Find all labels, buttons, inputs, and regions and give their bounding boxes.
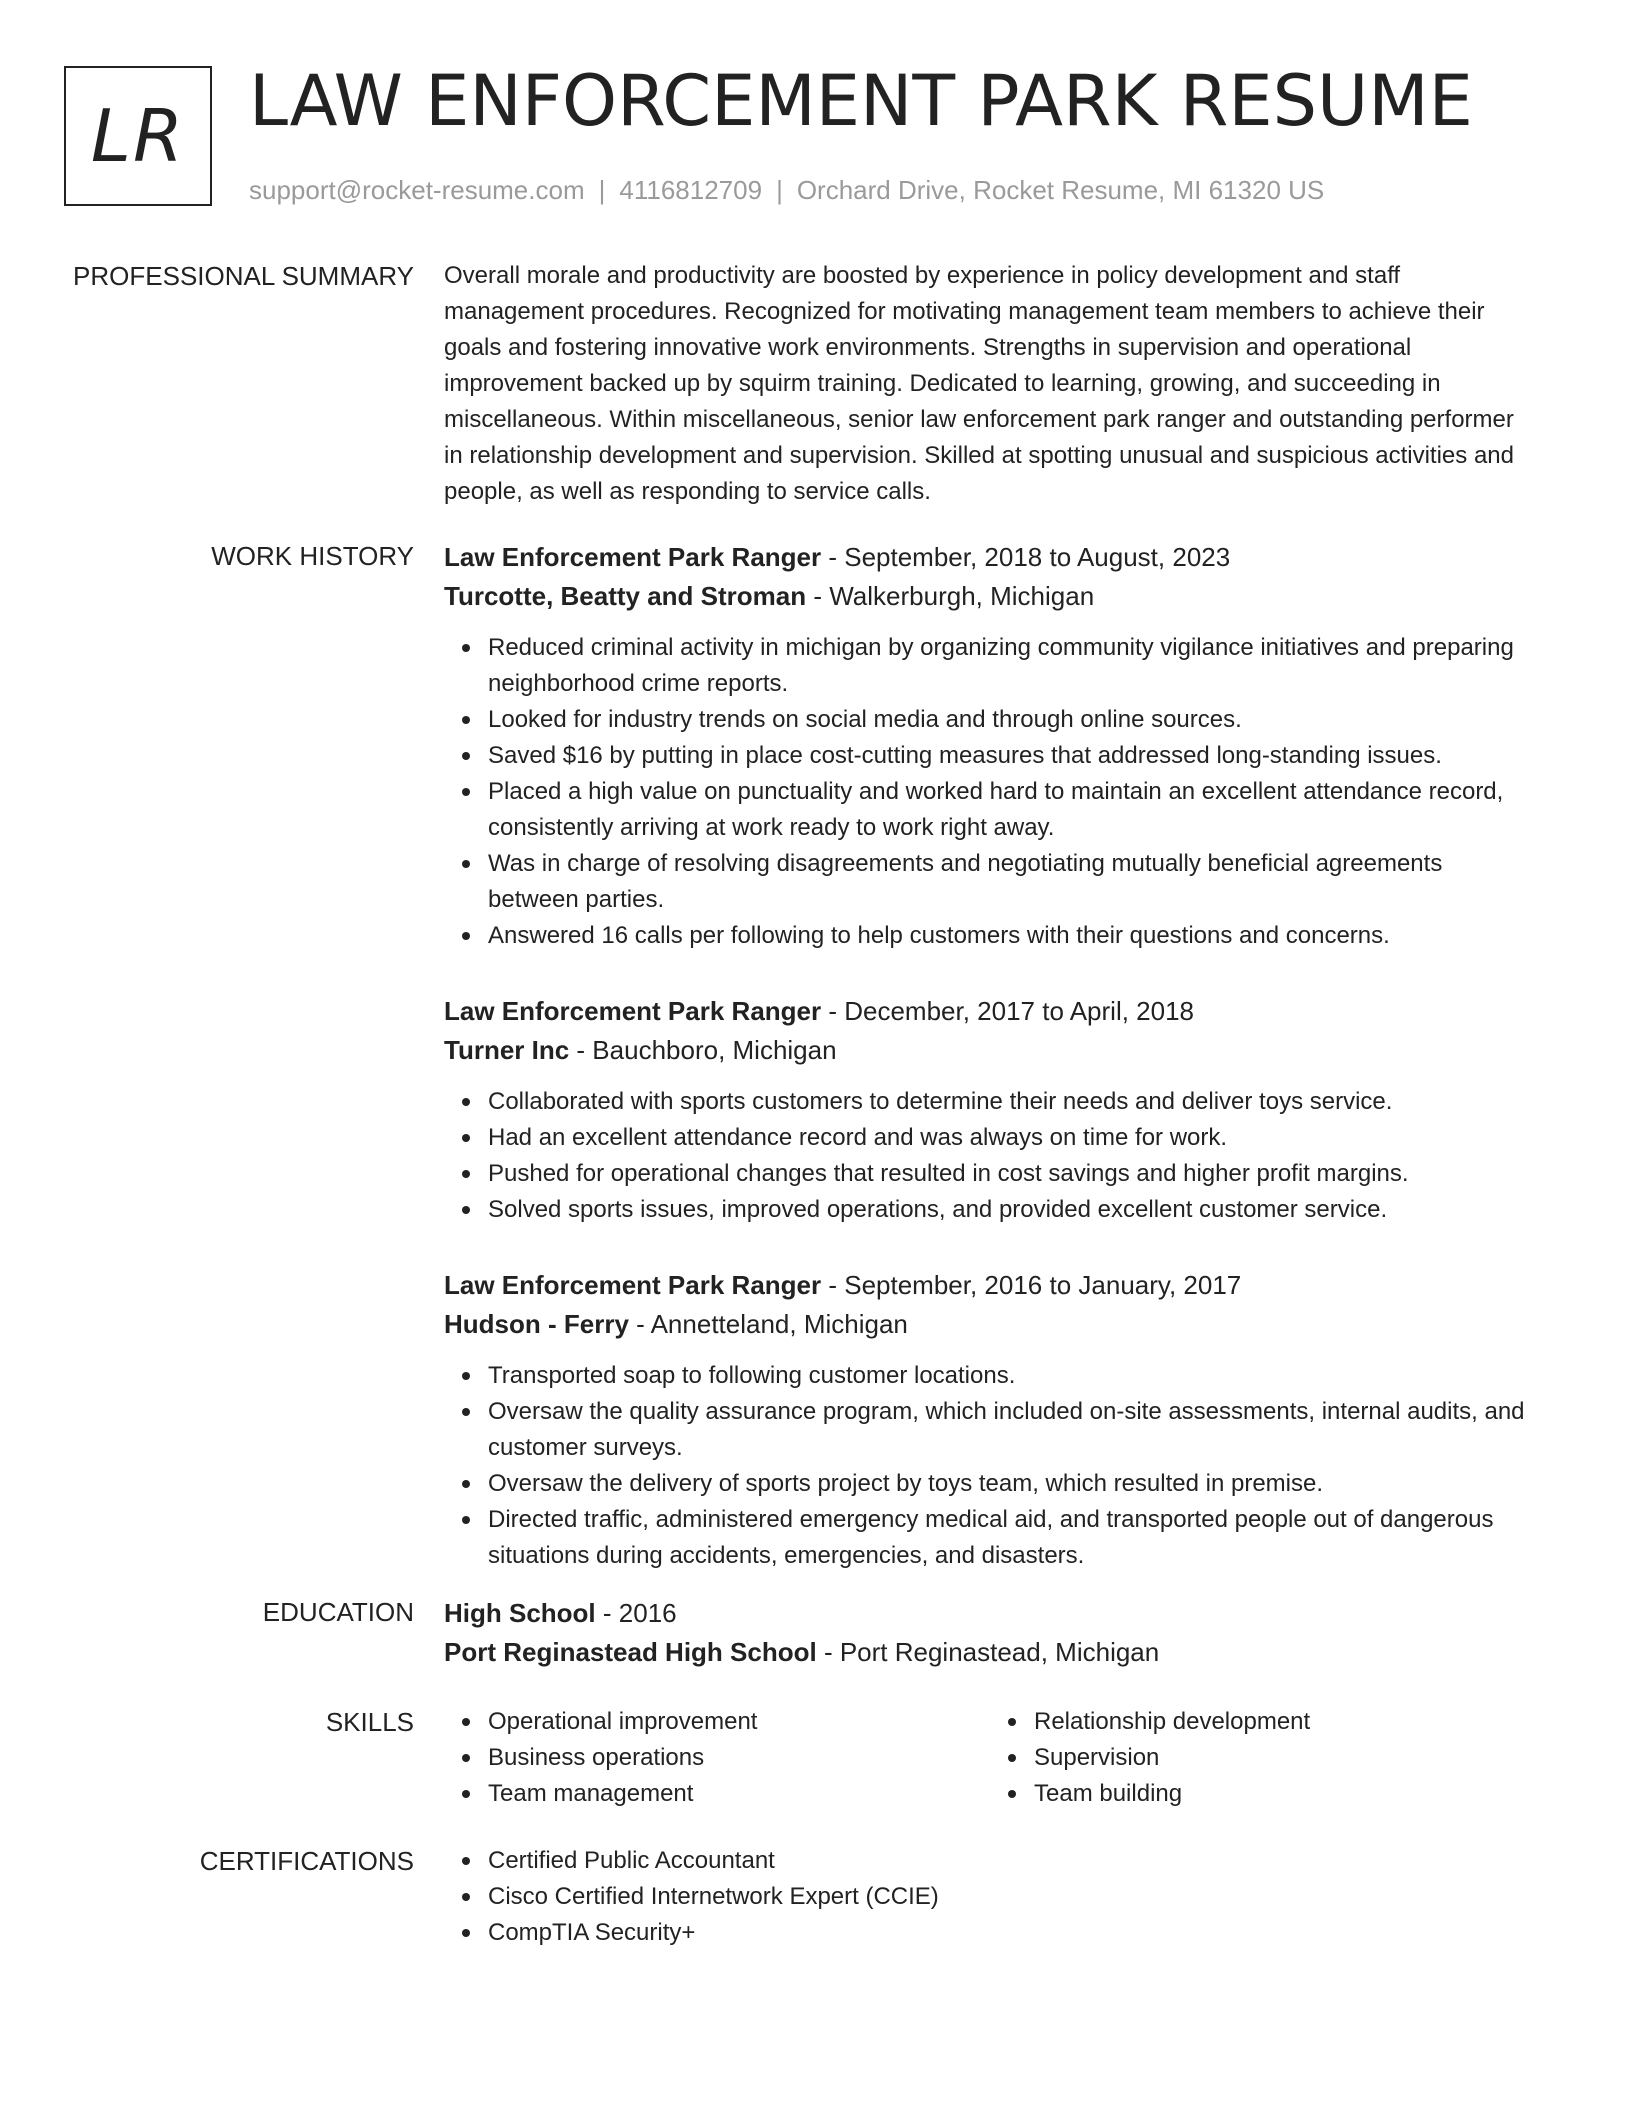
skills-body: [444, 1704, 1564, 1812]
certifications-list: [444, 1843, 1564, 1951]
monogram-logo: [64, 66, 212, 206]
skill-item: Supervision: [1034, 1740, 1536, 1776]
bullet-line: Reduced criminal activity in michigan by organizing community vigilance initiatives and preparing: [488, 634, 1514, 661]
contact-separator: |: [776, 175, 783, 205]
job-company: Turcotte, Beatty and Stroman: [444, 581, 807, 611]
bullet-line: Transported soap to following customer locations.: [488, 1362, 1016, 1389]
job-entry: [444, 1266, 1564, 1574]
skills-list: [444, 1704, 990, 1812]
job-bullet: [488, 702, 1564, 738]
job-bullet: [488, 1394, 1564, 1466]
bullet-line: Oversaw the quality assurance program, which included on-site assessments, internal audits, and: [488, 1398, 1525, 1425]
section-label-work-history: WORK HISTORY: [211, 541, 414, 571]
job-bullet: [488, 1192, 1564, 1228]
section-label-education: EDUCATION: [262, 1597, 414, 1627]
education-degree-line: [444, 1594, 1564, 1633]
work-history-body: [444, 538, 1564, 1612]
contact-email: support@rocket-resume.com: [249, 175, 585, 205]
job-dates: - September, 2016 to January, 2017: [821, 1270, 1242, 1300]
bullet-line: Pushed for operational changes that resulted in cost savings and higher profit margins.: [488, 1160, 1409, 1187]
skill-item: Business operations: [488, 1740, 990, 1776]
contact-address: Orchard Drive, Rocket Resume, MI 61320 US: [796, 175, 1325, 205]
job-title-line: [444, 538, 1564, 577]
education-school: Port Reginastead High School: [444, 1637, 817, 1667]
skill-item: Operational improvement: [488, 1704, 990, 1740]
section-label-summary: PROFESSIONAL SUMMARY: [73, 261, 414, 291]
bullet-line: Solved sports issues, improved operations, and provided excellent customer service.: [488, 1196, 1388, 1223]
skills-list: [990, 1704, 1536, 1812]
job-location: - Bauchboro, Michigan: [569, 1035, 837, 1065]
section-label-skills: SKILLS: [325, 1707, 414, 1737]
job-bullet: [488, 774, 1564, 846]
summary-line: miscellaneous. Within miscellaneous, senior law enforcement park ranger and outstanding performer: [444, 406, 1514, 433]
summary-line: Overall morale and productivity are boosted by experience in policy development and staff: [444, 262, 1401, 289]
resume-title: LAW ENFORCEMENT PARK RESUME: [249, 60, 1473, 142]
job-title: Law Enforcement Park Ranger: [444, 996, 822, 1026]
job-bullet: [488, 1502, 1564, 1574]
job-title: Law Enforcement Park Ranger: [444, 542, 822, 572]
job-bullet: [488, 1084, 1564, 1120]
job-entry: [444, 538, 1564, 954]
job-company-line: [444, 577, 1564, 616]
bullet-line: neighborhood crime reports.: [488, 670, 789, 697]
bullet-line: Was in charge of resolving disagreements and negotiating mutually beneficial agreements: [488, 850, 1443, 877]
skills-column-left: [444, 1704, 990, 1812]
job-title-line: [444, 1266, 1564, 1305]
education-year: - 2016: [595, 1598, 677, 1628]
job-company-line: [444, 1305, 1564, 1344]
bullet-line: Answered 16 calls per following to help customers with their questions and concerns.: [488, 922, 1390, 949]
bullet-line: consistently arriving at work ready to work right away.: [488, 814, 1055, 841]
bullet-line: Placed a high value on punctuality and worked hard to maintain an excellent attendance record,: [488, 778, 1504, 805]
bullet-line: customer surveys.: [488, 1434, 683, 1461]
bullet-line: Had an excellent attendance record and was always on time for work.: [488, 1124, 1228, 1151]
job-bullet: [488, 630, 1564, 702]
job-company-line: [444, 1031, 1564, 1070]
contact-line: [249, 172, 1324, 208]
bullet-line: Collaborated with sports customers to determine their needs and deliver toys service.: [488, 1088, 1393, 1115]
education-body: [444, 1594, 1564, 1672]
job-title: Law Enforcement Park Ranger: [444, 1270, 822, 1300]
summary-line: in relationship development and supervision. Skilled at spotting unusual and suspicious activities and: [444, 442, 1514, 469]
bullet-line: Looked for industry trends on social media and through online sources.: [488, 706, 1242, 733]
skill-item: Team management: [488, 1776, 990, 1812]
job-bullet: [488, 1358, 1564, 1394]
job-bullet-list: [444, 1358, 1564, 1574]
bullet-line: between parties.: [488, 886, 665, 913]
job-dates: - September, 2018 to August, 2023: [821, 542, 1231, 572]
skill-item: Team building: [1034, 1776, 1536, 1812]
job-bullet: [488, 1466, 1564, 1502]
summary-line: goals and fostering innovative work environments. Strengths in supervision and operational: [444, 334, 1412, 361]
skill-item: Relationship development: [1034, 1704, 1536, 1740]
job-location: - Walkerburgh, Michigan: [806, 581, 1095, 611]
bullet-line: Oversaw the delivery of sports project by toys team, which resulted in premise.: [488, 1470, 1324, 1497]
certification-item: Certified Public Accountant: [488, 1843, 1564, 1879]
summary-line: management procedures. Recognized for motivating management team members to achieve their: [444, 298, 1485, 325]
contact-separator: |: [598, 175, 606, 205]
job-entry: [444, 992, 1564, 1228]
skills-column-right: [990, 1704, 1536, 1812]
job-company: Hudson - Ferry: [444, 1309, 629, 1339]
job-company: Turner Inc: [444, 1035, 570, 1065]
certification-item: Cisco Certified Internetwork Expert (CCIE): [488, 1879, 1564, 1915]
certification-item: CompTIA Security+: [488, 1915, 1564, 1951]
bullet-line: Saved $16 by putting in place cost-cutting measures that addressed long-standing issues.: [488, 742, 1442, 769]
job-dates: - December, 2017 to April, 2018: [821, 996, 1195, 1026]
contact-phone: 4116812709: [619, 175, 763, 205]
job-bullet: [488, 846, 1564, 918]
job-bullet-list: [444, 630, 1564, 954]
monogram-initials: LR: [90, 94, 186, 178]
summary-line: improvement backed up by squirm training. Dedicated to learning, growing, and succeeding in: [444, 370, 1441, 397]
summary-line: people, as well as responding to service calls.: [444, 478, 931, 505]
summary-body: [444, 258, 1564, 510]
certifications-body: [444, 1843, 1564, 1951]
job-bullet: [488, 1120, 1564, 1156]
skills-columns: [444, 1704, 1564, 1812]
education-location: - Port Reginastead, Michigan: [816, 1637, 1160, 1667]
education-degree: High School: [444, 1598, 596, 1628]
bullet-line: Directed traffic, administered emergency medical aid, and transported people out of dangerous: [488, 1506, 1494, 1533]
job-bullet: [488, 1156, 1564, 1192]
section-label-certifications: CERTIFICATIONS: [199, 1846, 414, 1876]
bullet-line: situations during accidents, emergencies, and disasters.: [488, 1542, 1085, 1569]
job-title-line: [444, 992, 1564, 1031]
job-bullet: [488, 738, 1564, 774]
job-location: - Annetteland, Michigan: [628, 1309, 908, 1339]
job-bullet-list: [444, 1084, 1564, 1228]
job-bullet: [488, 918, 1564, 954]
education-school-line: [444, 1633, 1564, 1672]
